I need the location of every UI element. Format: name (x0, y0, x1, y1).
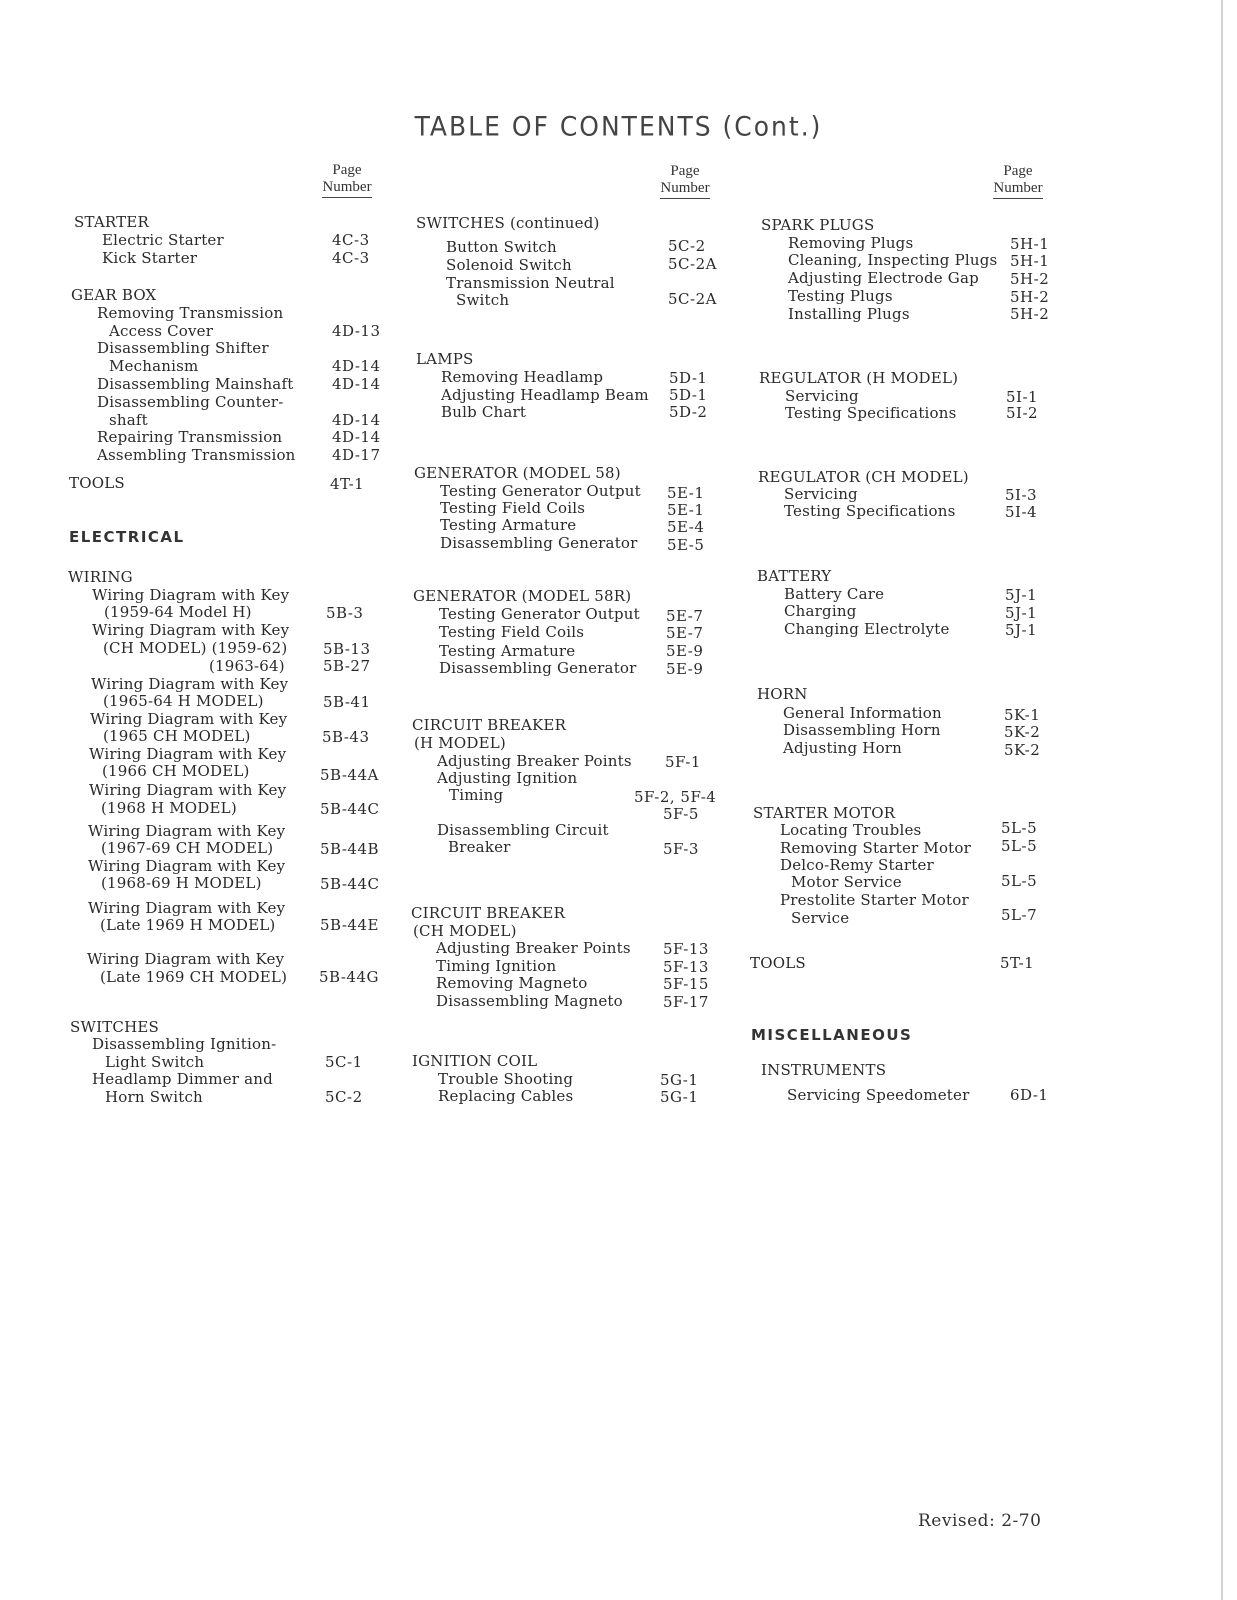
toc-entry: Disassembling Generator (440, 534, 638, 552)
toc-page: 5E-9 (666, 660, 704, 678)
toc-entry: Disassembling Magneto (436, 992, 623, 1010)
toc-entry: Servicing (784, 485, 858, 503)
toc-page: 5H-2 (1010, 270, 1050, 288)
toc-page: 5C-2A (668, 255, 717, 273)
toc-entry: Testing Specifications (785, 404, 957, 422)
section-heading: GENERATOR (MODEL 58R) (413, 587, 632, 605)
toc-page: 6D-1 (1010, 1086, 1049, 1104)
section-heading: BATTERY (757, 567, 832, 585)
toc-entry: Disassembling Ignition- (92, 1035, 277, 1053)
toc-entry: Disassembling Horn (783, 721, 941, 739)
section-heading: SPARK PLUGS (761, 216, 875, 234)
section-heading: SWITCHES (70, 1018, 160, 1036)
toc-entry: Testing Specifications (784, 502, 956, 520)
toc-page: 5L-5 (1001, 819, 1038, 837)
toc-page: 5H-2 (1010, 305, 1050, 323)
section-subheading: (CH MODEL) (413, 922, 517, 940)
toc-entry: Wiring Diagram with Key (90, 710, 288, 728)
page-number-header-2: Page Number (650, 163, 720, 199)
toc-page: 5C-1 (325, 1053, 363, 1071)
toc-page: 4C-3 (332, 249, 370, 267)
toc-page: 5G-1 (660, 1088, 699, 1106)
toc-entry: Horn Switch (105, 1088, 203, 1106)
toc-page: 5F-1 (665, 753, 701, 771)
toc-page: 5B-13 (323, 640, 371, 658)
section-heading: SWITCHES (continued) (416, 214, 600, 232)
toc-entry: General Information (783, 704, 942, 722)
toc-page: 5E-9 (666, 642, 704, 660)
toc-page: 5K-1 (1004, 706, 1041, 724)
page-number-header-3: Page Number (983, 163, 1053, 199)
toc-entry: Headlamp Dimmer and (92, 1070, 273, 1088)
toc-entry: (CH MODEL) (1959-62) (103, 639, 288, 657)
toc-entry: Replacing Cables (438, 1087, 574, 1105)
toc-entry: Adjusting Electrode Gap (788, 269, 979, 287)
toc-entry: (1965-64 H MODEL) (103, 692, 264, 710)
toc-entry: Solenoid Switch (446, 256, 572, 274)
toc-page: 5F-5 (663, 805, 699, 823)
toc-page: 5G-1 (660, 1071, 699, 1089)
section-heading: LAMPS (416, 350, 474, 368)
toc-entry: Prestolite Starter Motor (780, 891, 969, 909)
toc-entry: Bulb Chart (441, 403, 527, 421)
toc-entry: Disassembling Generator (439, 659, 637, 677)
toc-page: 5E-4 (667, 518, 705, 536)
toc-entry: Kick Starter (102, 249, 198, 267)
toc-page: 5H-2 (1010, 288, 1050, 306)
toc-page: 5J-1 (1005, 604, 1038, 622)
toc-entry: Testing Armature (440, 516, 577, 534)
section-subheading: (H MODEL) (414, 734, 506, 752)
toc-page: 5D-1 (669, 386, 708, 404)
toc-entry: Electric Starter (102, 231, 224, 249)
toc-page: 5B-44A (320, 766, 379, 784)
section-heading: TOOLS (750, 954, 806, 972)
toc-entry: (1966 CH MODEL) (102, 762, 250, 780)
page-title: TABLE OF CONTENTS (Cont.) (414, 111, 823, 142)
toc-page: 5I-1 (1006, 388, 1039, 406)
toc-page: 4D-14 (332, 375, 381, 393)
toc-page: 4D-14 (332, 411, 381, 429)
section-heading: STARTER MOTOR (753, 804, 896, 822)
toc-page: 5B-44C (320, 800, 380, 818)
toc-page: 5B-44B (320, 840, 380, 858)
toc-entry: (1967-69 CH MODEL) (101, 839, 274, 857)
toc-page: 5L-5 (1001, 837, 1038, 855)
toc-entry: Testing Armature (439, 642, 576, 660)
toc-page: 5E-1 (667, 484, 705, 502)
toc-entry: Wiring Diagram with Key (92, 586, 290, 604)
toc-page: 5F-13 (663, 958, 709, 976)
toc-page: 5F-17 (663, 993, 709, 1011)
toc-entry: Wiring Diagram with Key (88, 899, 286, 917)
toc-entry: Trouble Shooting (438, 1070, 574, 1088)
toc-page: 5I-3 (1005, 486, 1038, 504)
section-heading: CIRCUIT BREAKER (412, 716, 567, 734)
toc-entry: Mechanism (109, 357, 199, 375)
toc-entry: Timing Ignition (436, 957, 557, 975)
toc-page: 5B-3 (326, 604, 364, 622)
toc-page: 5E-7 (666, 607, 704, 625)
toc-entry: Disassembling Shifter (97, 339, 269, 357)
toc-entry: Button Switch (446, 238, 557, 256)
toc-entry: Timing (449, 786, 504, 804)
toc-page: 5B-44G (319, 968, 379, 986)
toc-page: 4C-3 (332, 231, 370, 249)
section-heading: STARTER (74, 213, 149, 231)
toc-entry: Testing Field Coils (440, 499, 586, 517)
toc-page: 5F-13 (663, 940, 709, 958)
section-heading: REGULATOR (CH MODEL) (758, 468, 969, 486)
section-heading: WIRING (68, 568, 133, 586)
toc-page: 5K-2 (1004, 723, 1041, 741)
toc-entry: (Late 1969 H MODEL) (100, 916, 276, 934)
toc-entry: Switch (456, 291, 510, 309)
toc-entry: Testing Generator Output (440, 482, 641, 500)
toc-entry: Changing Electrolyte (784, 620, 950, 638)
toc-entry: (1968-69 H MODEL) (101, 874, 262, 892)
miscellaneous-heading: MISCELLANEOUS (751, 1026, 913, 1044)
toc-entry: Servicing Speedometer (787, 1086, 970, 1104)
toc-page: 4D-13 (332, 322, 381, 340)
toc-entry: shaft (109, 411, 148, 429)
toc-page: 5H-1 (1010, 252, 1050, 270)
toc-entry: Removing Starter Motor (780, 839, 972, 857)
revision-footer: Revised: 2-70 (918, 1511, 1042, 1531)
toc-entry: Wiring Diagram with Key (88, 822, 286, 840)
toc-page: 5F-3 (663, 840, 699, 858)
toc-page: 5B-44E (320, 916, 379, 934)
toc-page: 5E-1 (667, 501, 705, 519)
section-heading: HORN (757, 685, 808, 703)
page-edge (1221, 0, 1223, 1600)
toc-entry: Access Cover (109, 322, 214, 340)
toc-page: 5C-2 (668, 237, 706, 255)
toc-entry: Removing Transmission (97, 304, 284, 322)
toc-entry: Servicing (785, 387, 859, 405)
toc-entry: Charging (784, 602, 857, 620)
toc-entry: Wiring Diagram with Key (88, 857, 286, 875)
toc-entry: Testing Field Coils (439, 623, 585, 641)
toc-page: 5I-4 (1005, 503, 1038, 521)
toc-entry: Cleaning, Inspecting Plugs (788, 251, 998, 269)
toc-page: 4D-14 (332, 357, 381, 375)
toc-entry: Wiring Diagram with Key (92, 621, 290, 639)
toc-page: 5L-7 (1001, 906, 1038, 924)
toc-entry: Wiring Diagram with Key (89, 745, 287, 763)
toc-page: 5E-7 (666, 624, 704, 642)
toc-entry: Testing Plugs (788, 287, 893, 305)
toc-entry: Removing Headlamp (441, 368, 604, 386)
toc-page: 4D-14 (332, 428, 381, 446)
toc-entry: Adjusting Horn (783, 739, 903, 757)
toc-entry: Repairing Transmission (97, 428, 283, 446)
section-heading: TOOLS (69, 474, 125, 492)
toc-entry: (1959-64 Model H) (104, 603, 252, 621)
toc-entry: Breaker (448, 838, 511, 856)
toc-page: 5B-27 (323, 657, 371, 675)
toc-entry: Wiring Diagram with Key (89, 781, 287, 799)
section-heading: IGNITION COIL (412, 1052, 538, 1070)
section-heading: GEAR BOX (71, 286, 157, 304)
toc-entry: Testing Generator Output (439, 605, 640, 623)
toc-entry: Service (791, 909, 850, 927)
toc-entry: Removing Plugs (788, 234, 914, 252)
toc-entry: Transmission Neutral (446, 274, 615, 292)
toc-page: 5T-1 (1000, 954, 1035, 972)
toc-page: 5E-5 (667, 536, 705, 554)
section-heading: CIRCUIT BREAKER (411, 904, 566, 922)
toc-page: 5B-43 (322, 728, 370, 746)
toc-page: 5B-44C (320, 875, 380, 893)
toc-page: 5C-2A (668, 290, 717, 308)
toc-page: 5B-41 (323, 693, 371, 711)
section-heading: INSTRUMENTS (761, 1061, 887, 1079)
toc-entry: Removing Magneto (436, 974, 588, 992)
toc-entry: Battery Care (784, 585, 885, 603)
toc-entry: (1965 CH MODEL) (103, 727, 251, 745)
toc-page: 5I-2 (1006, 404, 1039, 422)
toc-page: 5D-2 (669, 403, 708, 421)
toc-entry: Adjusting Breaker Points (437, 752, 632, 770)
toc-page: 5F-2, 5F-4 (634, 788, 717, 806)
page-number-header-1: Page Number (312, 162, 382, 198)
toc-page: 5J-1 (1005, 621, 1038, 639)
toc-page: 5L-5 (1001, 872, 1038, 890)
toc-entry: Motor Service (791, 873, 902, 891)
section-heading: REGULATOR (H MODEL) (759, 369, 959, 387)
toc-entry: (1963-64) (209, 657, 285, 675)
toc-page: 5K-2 (1004, 741, 1041, 759)
toc-page: 4T-1 (330, 475, 365, 493)
toc-page: 5H-1 (1010, 235, 1050, 253)
toc-entry: Adjusting Breaker Points (436, 939, 631, 957)
toc-entry: Adjusting Ignition (437, 769, 578, 787)
toc-entry: Assembling Transmission (97, 446, 296, 464)
toc-page: 4D-17 (332, 446, 381, 464)
toc-entry: Adjusting Headlamp Beam (441, 386, 649, 404)
toc-page: 5C-2 (325, 1088, 363, 1106)
toc-entry: Disassembling Mainshaft (97, 375, 294, 393)
toc-entry: Disassembling Counter- (97, 393, 284, 411)
toc-entry: Wiring Diagram with Key (91, 675, 289, 693)
toc-page: 5J-1 (1005, 586, 1038, 604)
toc-entry: Wiring Diagram with Key (87, 950, 285, 968)
toc-page: 5F-15 (663, 975, 709, 993)
toc-entry: Disassembling Circuit (437, 821, 609, 839)
toc-entry: Delco-Remy Starter (780, 856, 934, 874)
section-heading: GENERATOR (MODEL 58) (414, 464, 621, 482)
toc-entry: (1968 H MODEL) (101, 799, 237, 817)
toc-page: 5D-1 (669, 369, 708, 387)
toc-entry: Light Switch (105, 1053, 205, 1071)
toc-entry: (Late 1969 CH MODEL) (100, 968, 288, 986)
toc-entry: Installing Plugs (788, 305, 910, 323)
toc-entry: Locating Troubles (780, 821, 922, 839)
electrical-heading: ELECTRICAL (69, 528, 185, 546)
